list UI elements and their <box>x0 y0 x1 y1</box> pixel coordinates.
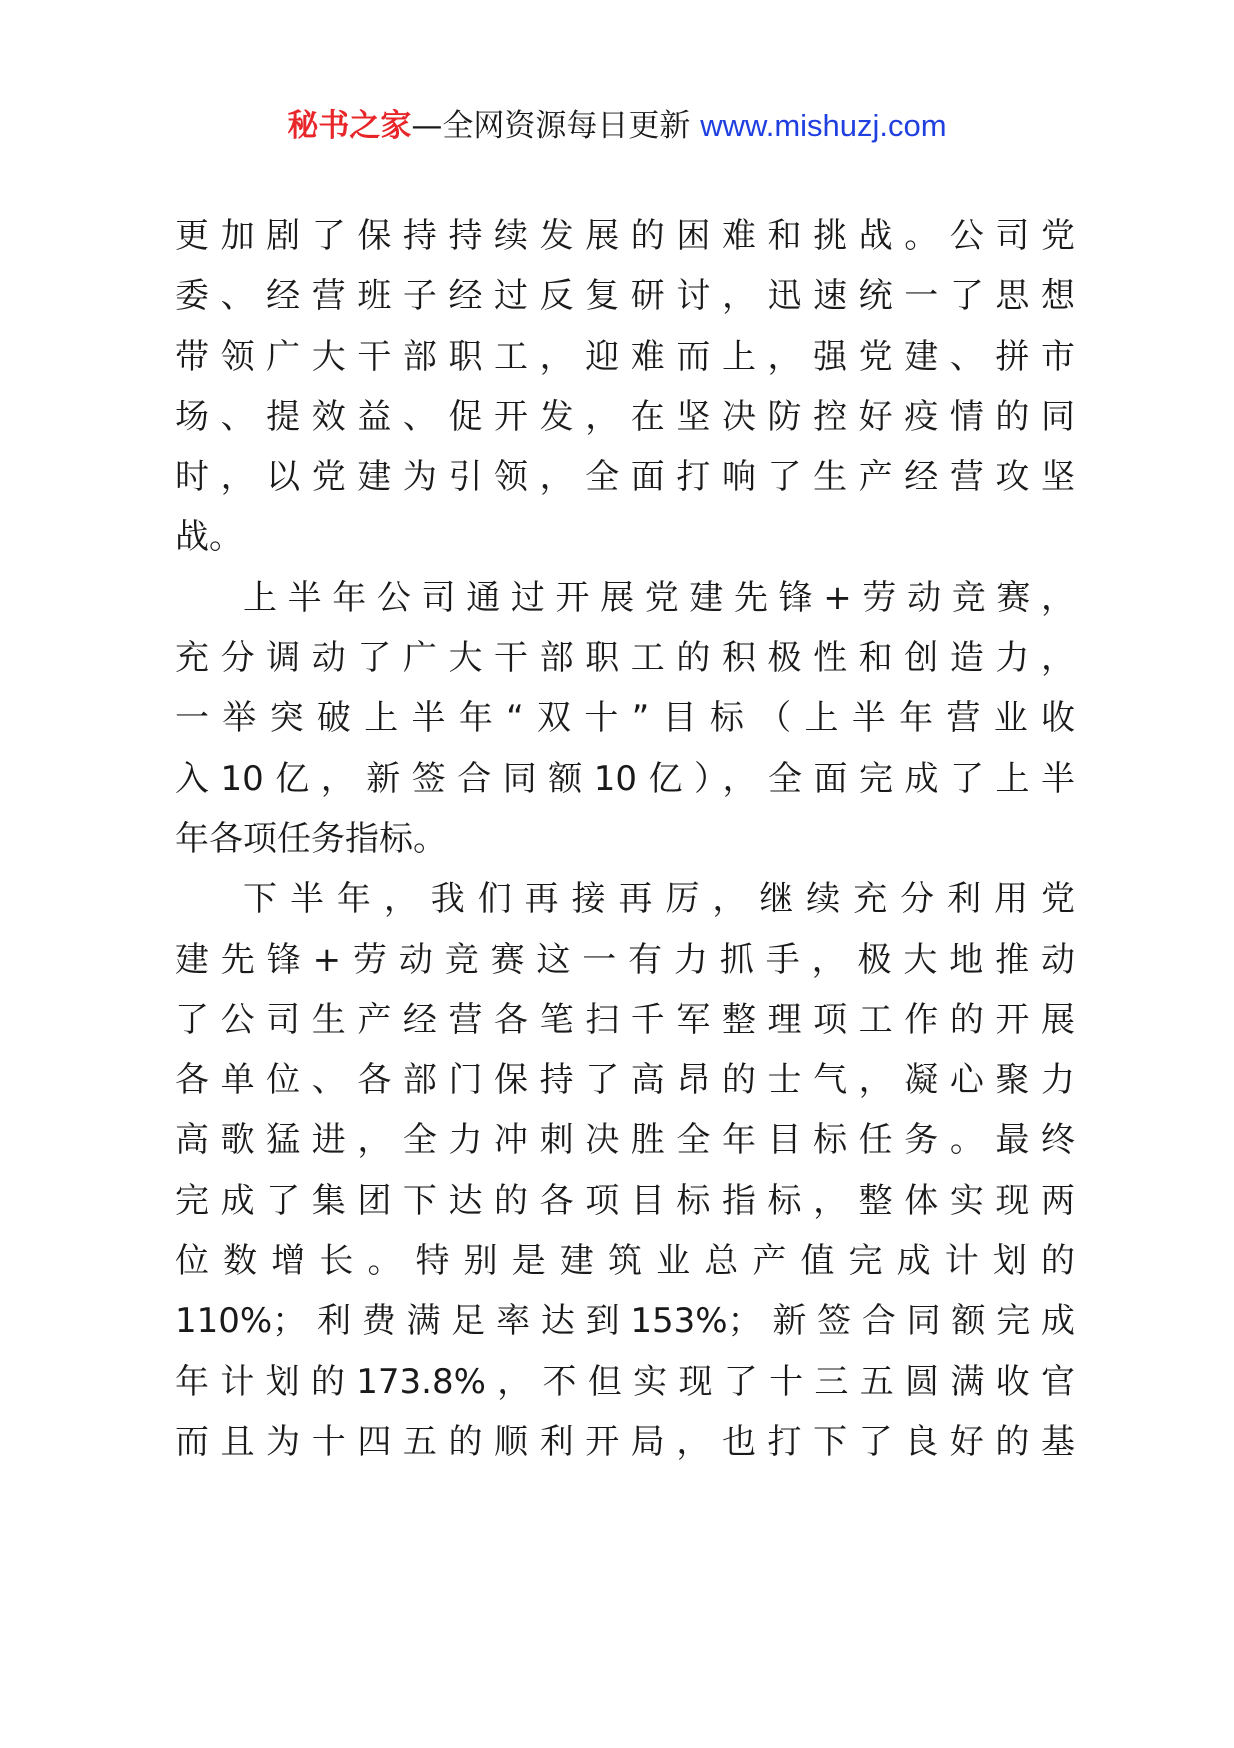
site-header <box>0 98 1234 154</box>
text-line: 场、提效益、促开发，在坚决防控好疫情的同 <box>175 396 1075 437</box>
text-line: 充分调动了广大干部职工的积极性和创造力， <box>175 638 1075 679</box>
text-line: 年各项任务指标。 <box>175 818 447 859</box>
paragraph-first-line: 下半年，我们再接再厉，继续充分利用党 <box>243 879 1075 920</box>
text-line: 入10亿，新签合同额10亿），全面完成了上半 <box>175 758 1075 799</box>
text-line: 110%；利费满足率达到153%；新签合同额完成 <box>175 1301 1075 1342</box>
text-line: 带领广大干部职工，迎难而上，强党建、拼市 <box>175 336 1075 377</box>
text-line: 时，以党建为引领，全面打响了生产经营攻坚 <box>175 457 1075 498</box>
text-line: 完成了集团下达的各项目标指标，整体实现两 <box>175 1180 1075 1221</box>
text-line: 各单位、各部门保持了高昂的士气，凝心聚力 <box>175 1060 1075 1101</box>
document-body <box>175 206 1075 1472</box>
header-tagline: —全网资源每日更新 <box>411 108 691 144</box>
site-url-link[interactable]: www.mishuzj.com <box>700 108 947 143</box>
text-line: 位数增长。特别是建筑业总产值完成计划的 <box>175 1241 1075 1282</box>
text-line: 了公司生产经营各笔扫千军整理项工作的开展 <box>175 999 1075 1040</box>
text-line: 年计划的173.8%，不但实现了十三五圆满收官 <box>175 1361 1075 1402</box>
brand-name: 秘书之家 <box>287 108 412 144</box>
text-line: 建先锋+劳动竞赛这一有力抓手，极大地推动 <box>175 939 1075 980</box>
paragraph-first-line: 上半年公司通过开展党建先锋+劳动竞赛， <box>243 577 1075 618</box>
text-line: 高歌猛进，全力冲刺决胜全年目标任务。最终 <box>175 1120 1075 1161</box>
text-line: 战。 <box>175 517 243 558</box>
text-line: 委、经营班子经过反复研讨，迅速统一了思想 <box>175 276 1075 317</box>
text-line: 更加剧了保持持续发展的困难和挑战。公司党 <box>175 216 1075 256</box>
text-line: 一举突破上半年“双十”目标（上半年营业收 <box>175 698 1075 739</box>
text-line: 而且为十四五的顺利开局，也打下了良好的基 <box>175 1421 1075 1462</box>
